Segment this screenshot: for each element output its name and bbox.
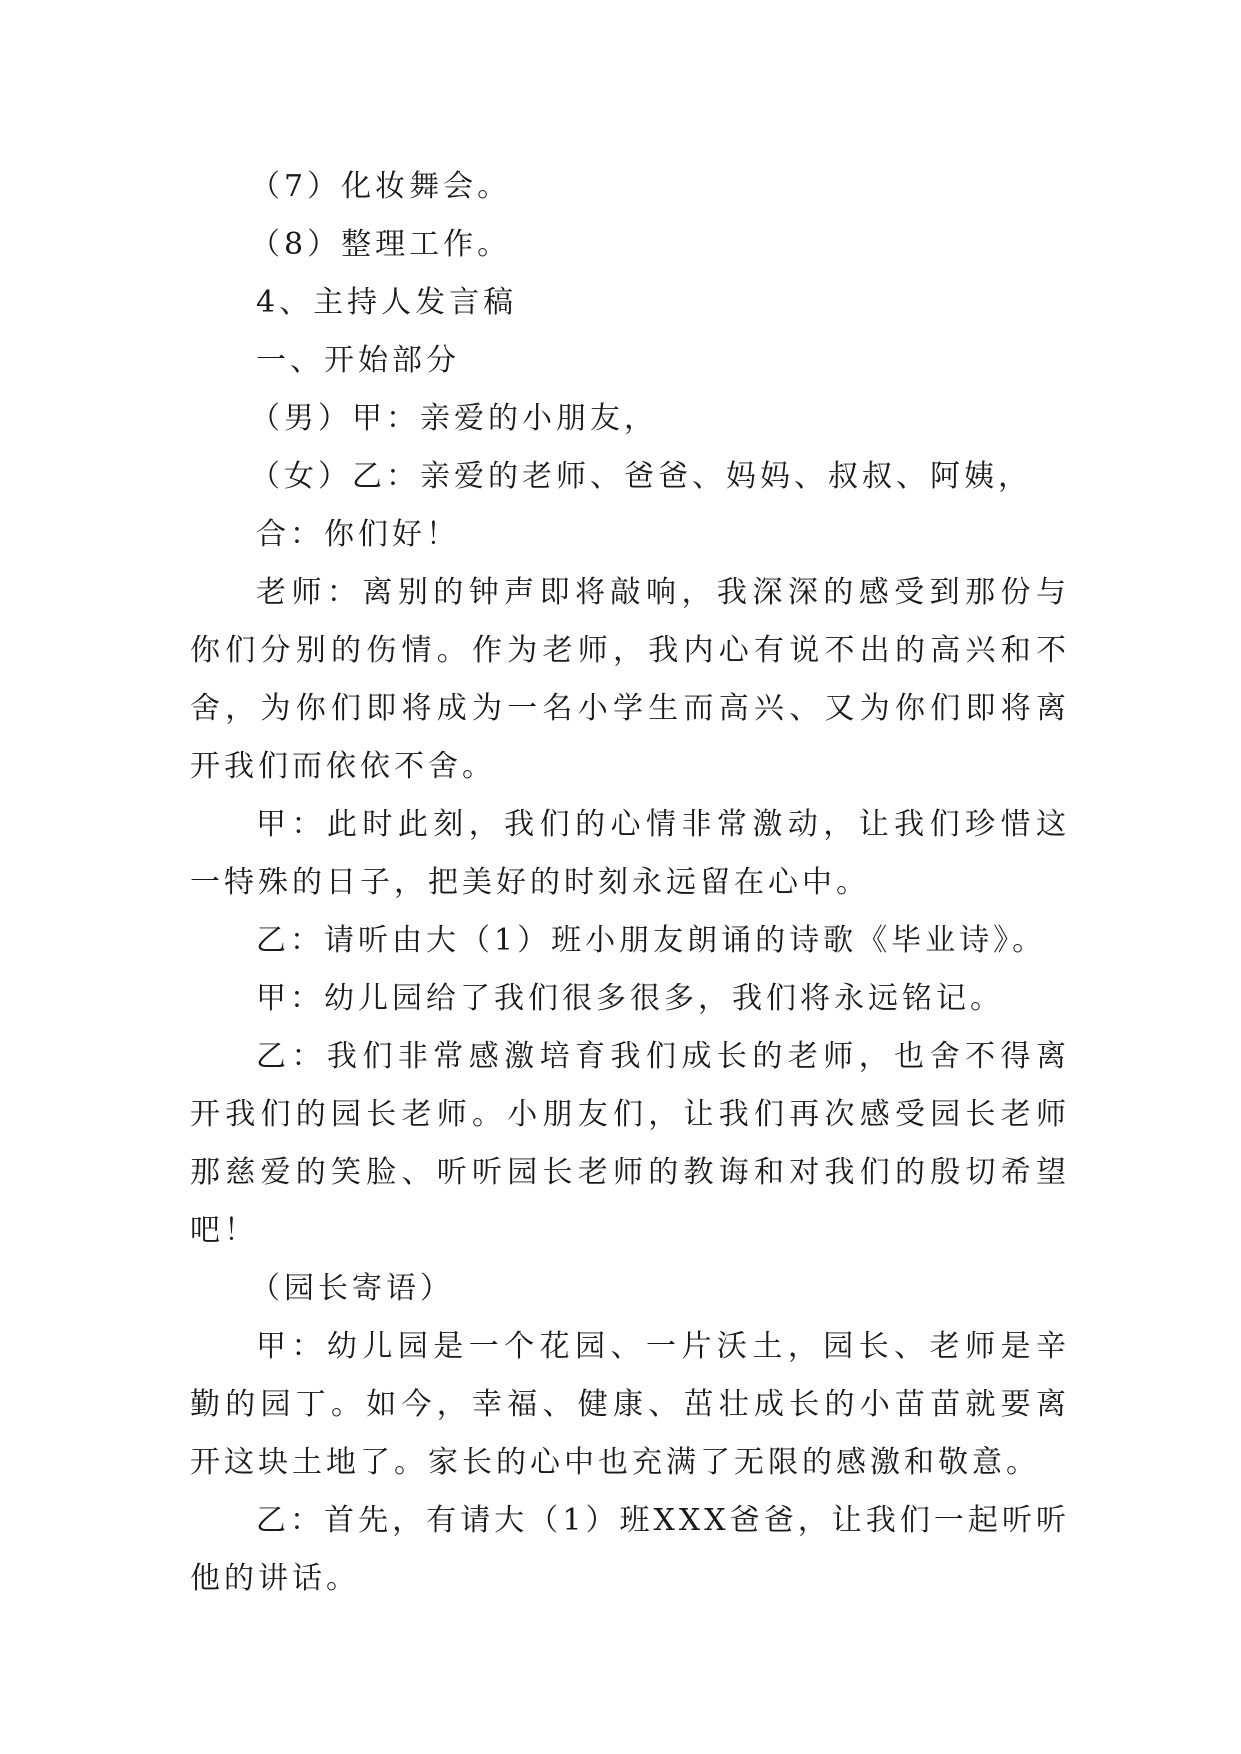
paragraph-host-a-3: 甲：幼儿园是一个花园、一片沃土，园长、老师是辛勤的园丁。如今，幸福、健康、茁壮成长的小苗苗就要离开这块土地了。家长的心中也充满了无限的感激和敬意。 bbox=[190, 1329, 1070, 1480]
section-heading-opening: 一、开始部分 bbox=[256, 343, 460, 378]
paragraph-item-8: （8）整理工作。 bbox=[250, 227, 512, 262]
paragraph-teacher-speech: 老师：离别的钟声即将敲响，我深深的感受到那份与你们分别的伤情。作为老师，我内心有说不出的高兴和不舍，为你们即将成为一名小学生而高兴、又为你们即将离开我们而依依不舍。 bbox=[190, 575, 1070, 784]
paragraph-male-host-greeting: （男）甲：亲爱的小朋友， bbox=[250, 401, 658, 436]
paragraph-item-7: （7）化妆舞会。 bbox=[250, 169, 512, 204]
document-body bbox=[190, 158, 1070, 1608]
section-heading-host-script: 4、主持人发言稿 bbox=[256, 285, 518, 320]
paragraph-host-a-1: 甲：此时此刻，我们的心情非常激动，让我们珍惜这一特殊的日子，把美好的时刻永远留在心中。 bbox=[190, 807, 1070, 900]
paragraph-host-b-2: 乙：我们非常感激培育我们成长的老师，也舍不得离开我们的园长老师。小朋友们，让我们再次感受园长老师那慈爱的笑脸、听听园长老师的教诲和对我们的殷切希望吧！ bbox=[190, 1039, 1070, 1248]
paragraph-female-host-greeting: （女）乙：亲爱的老师、爸爸、妈妈、叔叔、阿姨， bbox=[250, 459, 1032, 494]
paragraph-host-b-1: 乙：请听由大（1）班小朋友朗诵的诗歌《毕业诗》。 bbox=[256, 923, 1047, 958]
paragraph-host-a-2: 甲：幼儿园给了我们很多很多，我们将永远铭记。 bbox=[256, 981, 1004, 1016]
paragraph-together-greeting: 合：你们好！ bbox=[256, 517, 460, 552]
paragraph-host-b-3: 乙：首先，有请大（1）班XXX爸爸，让我们一起听听他的讲话。 bbox=[190, 1503, 1070, 1596]
paragraph-principal-remarks: （园长寄语） bbox=[250, 1271, 454, 1306]
